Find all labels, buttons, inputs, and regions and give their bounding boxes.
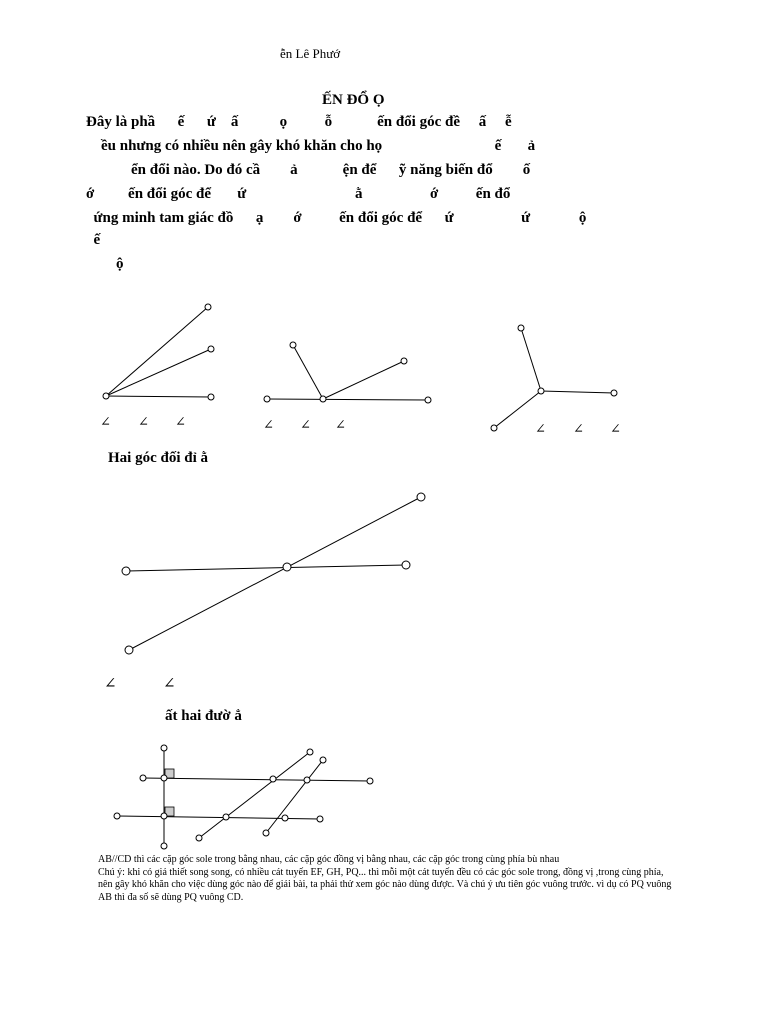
intro-line: ế bbox=[86, 232, 101, 248]
intro-line: ứng minh tam giác đồ ạ ớ ến đổi góc để ứ ứ ộ bbox=[86, 210, 587, 226]
intro-line: ớ ến đổi góc để ứ ằ ớ ến đổ bbox=[86, 186, 511, 202]
angle-mark: ∠ bbox=[104, 676, 117, 692]
intro-line: ều nhưng có nhiều nên gây khó khăn cho họ ế ả bbox=[86, 138, 536, 154]
intro-line: ển đổi nào. Do đó cầ ả ện để ỹ năng biến đổ ố bbox=[86, 162, 531, 178]
angle-mark: ∠ bbox=[300, 417, 311, 432]
note-text bbox=[98, 854, 678, 904]
intro-line: ộ bbox=[86, 256, 124, 272]
intro-line: Đây là phầ ế ứ ấ ọ ỗ ến đổi góc đề ấ ễ bbox=[86, 114, 512, 130]
angle-mark: ∠ bbox=[263, 417, 274, 432]
angle-mark: ∠ bbox=[138, 414, 149, 429]
note-line-2: Chú ý: khi có giả thiết song song, có nhiều cát tuyến EF, GH, PQ... thì mỗi một cát tuyến đều có các góc sole trong, đồng vị ,trong cùng phía, nên gây khó khăn cho việc dùng góc nào để giải bài, ta phải thử xem góc nào dùng được. Và chú ý ưu tiên góc vuông trước. vì dụ có PQ vuông AB thì đa số sẽ dùng PQ vuông CD. bbox=[98, 866, 672, 903]
angle-mark: ∠ bbox=[100, 414, 111, 429]
angle-mark: ∠ bbox=[535, 421, 546, 436]
section-heading-vertical-angles: Hai góc đối đỉ ằ bbox=[108, 450, 209, 466]
section-heading-parallel-lines: ất hai đườ ẳ bbox=[165, 708, 242, 724]
note-line-1: AB//CD thì các cặp góc sole trong bằng nhau, các cặp góc đồng vị bằng nhau, các cặp góc trong cùng phía bù nhau bbox=[98, 854, 560, 865]
author-name: ễn Lê Phướ bbox=[280, 46, 341, 61]
angle-mark: ∠ bbox=[175, 414, 186, 429]
angle-mark: ∠ bbox=[335, 417, 346, 432]
angle-mark: ∠ bbox=[610, 421, 621, 436]
page-title: ẾN ĐỔ Ọ bbox=[322, 92, 385, 108]
angle-mark: ∠ bbox=[573, 421, 584, 436]
angle-mark: ∠ bbox=[163, 676, 176, 692]
